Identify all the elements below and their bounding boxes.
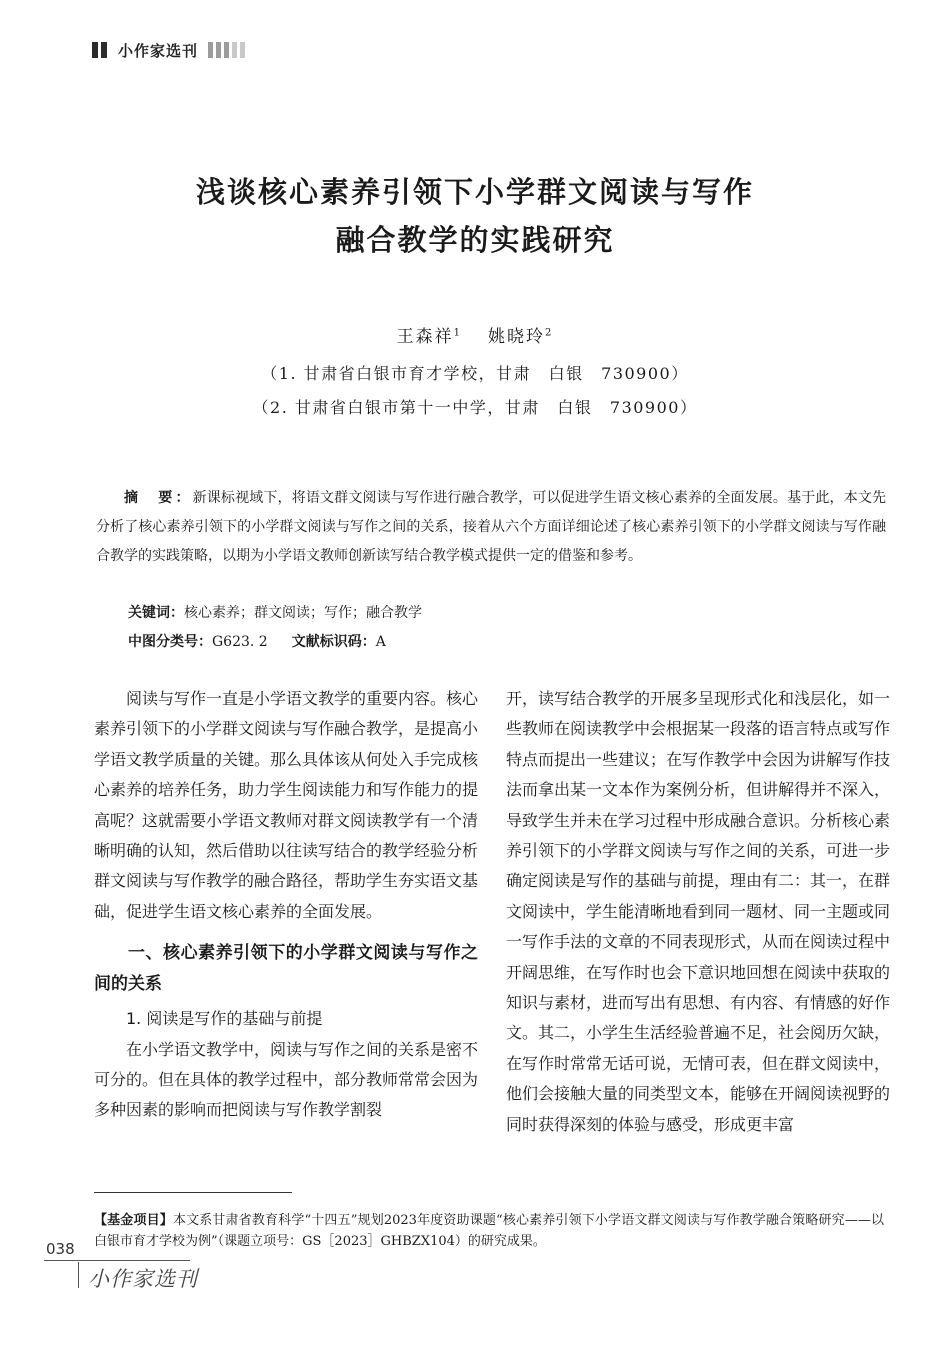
header-bar-icon — [216, 42, 221, 58]
body-right-column — [506, 684, 890, 1140]
header-bar-icon — [240, 42, 245, 58]
body-left-column — [94, 684, 478, 1126]
doc-label: 文献标识码： — [291, 634, 376, 650]
intro-paragraph: 阅读与写作一直是小学语文教学的重要内容。核心素养引领下的小学群文阅读与写作融合教学，是提高小学语文教学质量的关键。那么具体该从何处入手完成核心素养的培养任务，助力学生阅读能力和写作能力的提高呢？这就需要小学语文教师对群文阅读教学有一个清晰明确的认知，然后借助以往读写结合的教学经验分析群文阅读与写作教学的融合路径，帮助学生夯实语文基础，促进学生语文核心素养的全面发展。 — [94, 689, 479, 921]
clc-value: G623. 2 — [212, 634, 268, 650]
article-title-line-1: 浅谈核心素养引领下小学群文阅读与写作 — [195, 175, 754, 209]
abstract — [96, 484, 886, 571]
page-number: 038 — [46, 1240, 75, 1258]
funding-text: 本文系甘肃省教育科学“十四五”规划2023年度资助课题“核心素养引领下小学语文群文阅读与写作教学融合策略研究——以白银市育才学校为例”（课题立项号：GS［2023］GHBZX104）的研究成果。 — [94, 1213, 884, 1249]
abstract-text: 新课标视域下，将语文群文阅读与写作进行融合教学，可以促进学生语文核心素养的全面发展。基于此，本文先分析了核心素养引领下的小学群文阅读与写作之间的关系，接着从六个方面详细论述了核心素养引领下的小学群文阅读与写作融合教学的实践策略，以期为小学语文教师创新读写结合教学模式提供一定的借鉴和参考。 — [96, 490, 887, 564]
journal-header — [92, 40, 248, 60]
body-paragraph-continued: 开，读写结合教学的开展多呈现形式化和浅层化，如一些教师在阅读教学中会根据某一段落的语言特点或写作特点而提出一些建议；在写作教学中会因为讲解写作技法而拿出某一文本作为案例分析，但讲解得并不深入，导致学生并未在学习过程中形成融合意识。分析核心素养引领下的小学群文阅读与写作之间的关系，可进一步确定阅读是写作的基础与前提，理由有二：其一，在群文阅读中，学生能清晰地看到同一题材、同一主题或同一写作手法的文章的不同表现形式，从而在阅读过程中开阔思维，在写作时也会下意识地回想在阅读中获取的知识与素材，进而写出有思想、有内容、有情感的好作文。其二，小学生生活经验普遍不足，社会阅历欠缺，在写作时常常无话可说，无情可表，但在群文阅读中，他们会接触大量的同类型文本，能够在开阔阅读视野的同时获得深刻的体验与感受，形成更丰富 — [506, 689, 891, 1134]
classification — [128, 631, 386, 651]
header-bar-icon — [232, 42, 237, 58]
body-paragraph: 在小学语文教学中，阅读与写作之间的关系是密不可分的。但在具体的教学过程中，部分教师常常会因为多种因素的影响而把阅读与写作教学割裂 — [94, 1039, 479, 1120]
funding-label: 【基金项目】 — [94, 1213, 173, 1228]
doc-value: A — [375, 634, 386, 650]
author-list — [0, 322, 950, 347]
footer-logo: 小作家选刊 — [88, 1267, 198, 1291]
journal-name: 小作家选刊 — [118, 41, 199, 60]
author-mark: 1 — [453, 327, 462, 339]
footnote-divider — [94, 1192, 292, 1193]
affiliation-2: （2. 甘肃省白银市第十一中学，甘肃 白银 730900） — [252, 398, 698, 417]
keywords — [128, 602, 422, 622]
header-bar-icon — [224, 42, 229, 58]
article-title-line-2: 融合教学的实践研究 — [335, 223, 615, 257]
affiliation-1: （1. 甘肃省白银市育才学校，甘肃 白银 730900） — [261, 364, 689, 383]
clc-label: 中图分类号： — [128, 634, 212, 650]
footer-divider — [44, 1260, 190, 1261]
keywords-text: 核心素养；群文阅读；写作；融合教学 — [184, 605, 422, 621]
footer-divider-vertical — [78, 1262, 79, 1288]
funding-note — [94, 1210, 884, 1252]
header-bar-icon — [208, 42, 213, 58]
header-bar-icon — [101, 42, 107, 58]
author-name: 姚晓玲 — [488, 327, 545, 347]
subsection-1-heading: 1. 阅读是写作的基础与前提 — [126, 1009, 323, 1029]
keywords-label: 关键词： — [128, 605, 184, 621]
header-bar-icon — [92, 42, 98, 58]
abstract-label: 摘 要： — [124, 490, 193, 506]
section-1-heading: 一、核心素养引领下的小学群文阅读与写作之间的关系 — [94, 943, 478, 995]
author-mark: 2 — [545, 327, 554, 339]
author-name: 王森祥 — [396, 327, 454, 347]
